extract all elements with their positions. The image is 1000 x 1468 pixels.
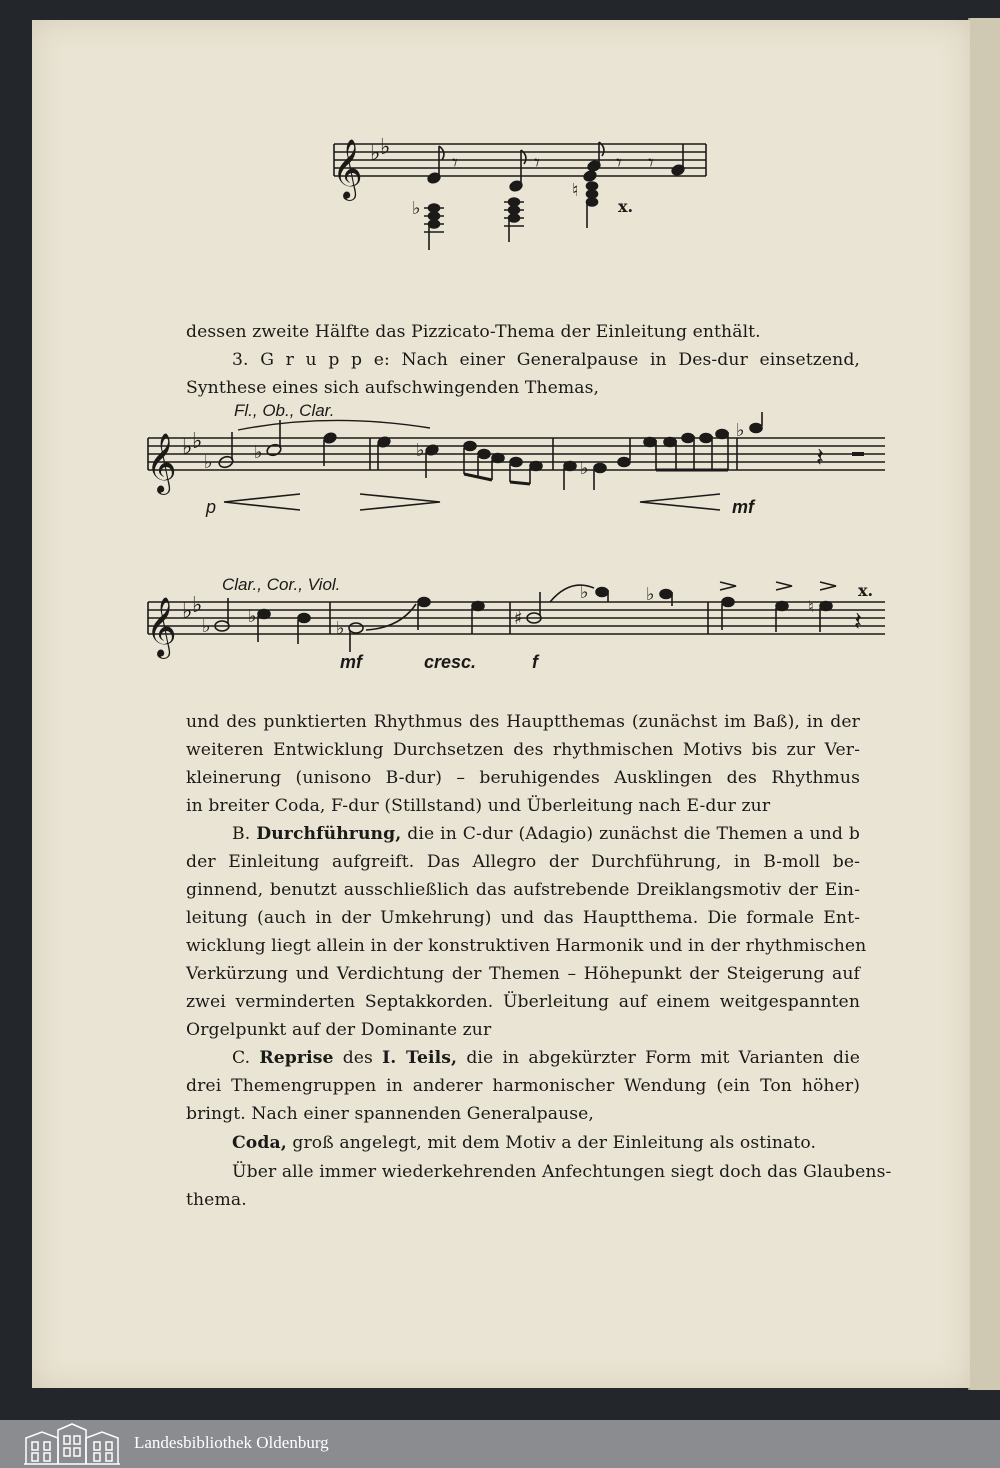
- dynamic-marking: cresc.: [424, 652, 477, 672]
- text-line: Orgelpunkt auf der Dominante zur: [186, 1020, 492, 1040]
- text-line: der Einleitung aufgreift. Das Allegro der Durchführung, in B-moll be-: [186, 852, 860, 872]
- text-line: kleinerung (unisono B-dur) – beruhigendes Ausklingen des Rhythmus: [186, 768, 860, 788]
- text-line: Synthese eines sich aufschwingenden Themas,: [186, 378, 600, 398]
- section-heading: Coda,: [232, 1133, 287, 1153]
- text-line: in breiter Coda, F-dur (Stillstand) und Überleitung nach E-dur zur: [186, 796, 771, 816]
- svg-text:♭: ♭: [736, 420, 745, 441]
- instrument-label: Fl., Ob., Clar.: [234, 401, 335, 420]
- text-line: [186, 1133, 860, 1153]
- svg-text:♯: ♯: [514, 608, 523, 629]
- text-line: bringt. Nach einer spannenden Generalpause,: [186, 1104, 594, 1124]
- svg-text:♭: ♭: [336, 618, 345, 639]
- section-heading: Reprise: [259, 1048, 334, 1068]
- text-line: [186, 1048, 860, 1068]
- svg-text:♭: ♭: [202, 616, 211, 637]
- svg-text:♭: ♭: [370, 141, 381, 166]
- svg-text:𝄾: 𝄾: [648, 151, 654, 176]
- svg-text:𝄾: 𝄾: [616, 151, 622, 176]
- svg-text:♭: ♭: [192, 593, 203, 618]
- svg-text:𝄞: 𝄞: [332, 139, 363, 199]
- svg-text:♭: ♭: [182, 435, 193, 460]
- text-span: groß angelegt, mit dem Motiv a der Einleitung als ostinato.: [292, 1133, 817, 1153]
- text-line: thema.: [186, 1190, 247, 1210]
- svg-text:♭: ♭: [580, 582, 589, 603]
- text-line: und des punktierten Rhythmus des Hauptthemas (zunächst im Baß), in der: [186, 712, 860, 732]
- svg-text:♮: ♮: [808, 597, 814, 616]
- library-building-icon: [22, 1422, 122, 1466]
- svg-text:♮: ♮: [572, 180, 579, 201]
- svg-text:♭: ♭: [182, 599, 193, 624]
- etc-mark-2: x.: [858, 581, 874, 600]
- text-span: die in abgekürzter Form mit Varianten die: [466, 1048, 860, 1068]
- dynamic-marking: f: [532, 652, 538, 672]
- dynamic-marking: mf: [732, 497, 754, 517]
- next-page-edge: [968, 18, 1000, 1390]
- text-line: zwei verminderten Septakkorden. Überleitung auf einem weitgespannten: [186, 992, 860, 1012]
- text-line: Über alle immer wiederkehrenden Anfechtungen siegt doch das Glaubens-: [232, 1162, 892, 1182]
- dynamic-marking: p: [206, 497, 217, 517]
- instrument-label: Clar., Cor., Viol.: [222, 575, 341, 594]
- svg-text:♭: ♭: [416, 440, 425, 461]
- svg-text:𝄞: 𝄞: [146, 433, 177, 493]
- svg-text:𝄾: 𝄾: [534, 151, 540, 176]
- section-letter: B.: [232, 824, 251, 844]
- svg-text:𝄽: 𝄽: [816, 443, 824, 473]
- svg-text:♭: ♭: [204, 452, 213, 473]
- svg-text:♭: ♭: [254, 442, 263, 463]
- svg-text:♭: ♭: [412, 198, 421, 219]
- svg-text:𝄾: 𝄾: [452, 151, 458, 176]
- section-heading: Durchführung,: [256, 824, 402, 844]
- text-line: dessen zweite Hälfte das Pizzicato-Thema der Einleitung enthält.: [186, 322, 761, 342]
- text-line: Verkürzung und Verdichtung der Themen – Höhepunkt der Steigerung auf: [186, 964, 860, 984]
- etc-mark-1: x.: [618, 197, 634, 216]
- music-example-1: [328, 130, 713, 265]
- library-name[interactable]: Landesbibliothek Oldenburg: [134, 1433, 329, 1452]
- text-line: leitung (auch in der Umkehrung) und das Hauptthema. Die formale Ent-: [186, 908, 860, 928]
- svg-text:♭: ♭: [580, 458, 589, 479]
- section-letter: C.: [232, 1048, 251, 1068]
- text-line: [186, 824, 860, 844]
- text-line: weiteren Entwicklung Durchsetzen des rhythmischen Motivs bis zur Ver-: [186, 740, 860, 760]
- svg-text:♭: ♭: [646, 584, 655, 605]
- text-span: des: [342, 1048, 373, 1068]
- svg-text:𝄽: 𝄽: [854, 607, 862, 637]
- music-example-3: [140, 572, 890, 677]
- text-line: drei Themengruppen in anderer harmonischer Wendung (ein Ton höher): [186, 1076, 860, 1096]
- text-line: wicklung liegt allein in der konstruktiven Harmonik und in der rhythmischen: [186, 936, 867, 956]
- text-line: ginnend, benutzt ausschließlich das aufstrebende Dreiklangsmotiv der Ein-: [186, 880, 860, 900]
- text-line: 3. G r u p p e: Nach einer Generalpause in Des-dur einsetzend,: [232, 350, 860, 370]
- music-example-2: [140, 398, 890, 523]
- svg-text:♭: ♭: [380, 135, 391, 160]
- svg-text:𝄞: 𝄞: [146, 597, 177, 657]
- section-heading-part: I. Teils,: [382, 1048, 458, 1068]
- svg-text:♭: ♭: [192, 429, 203, 454]
- svg-text:♭: ♭: [248, 606, 257, 627]
- footer-bar: [0, 1420, 1000, 1468]
- text-span: die in C-dur (Adagio) zunächst die Themen a und b: [407, 824, 860, 844]
- dynamic-marking: mf: [340, 652, 362, 672]
